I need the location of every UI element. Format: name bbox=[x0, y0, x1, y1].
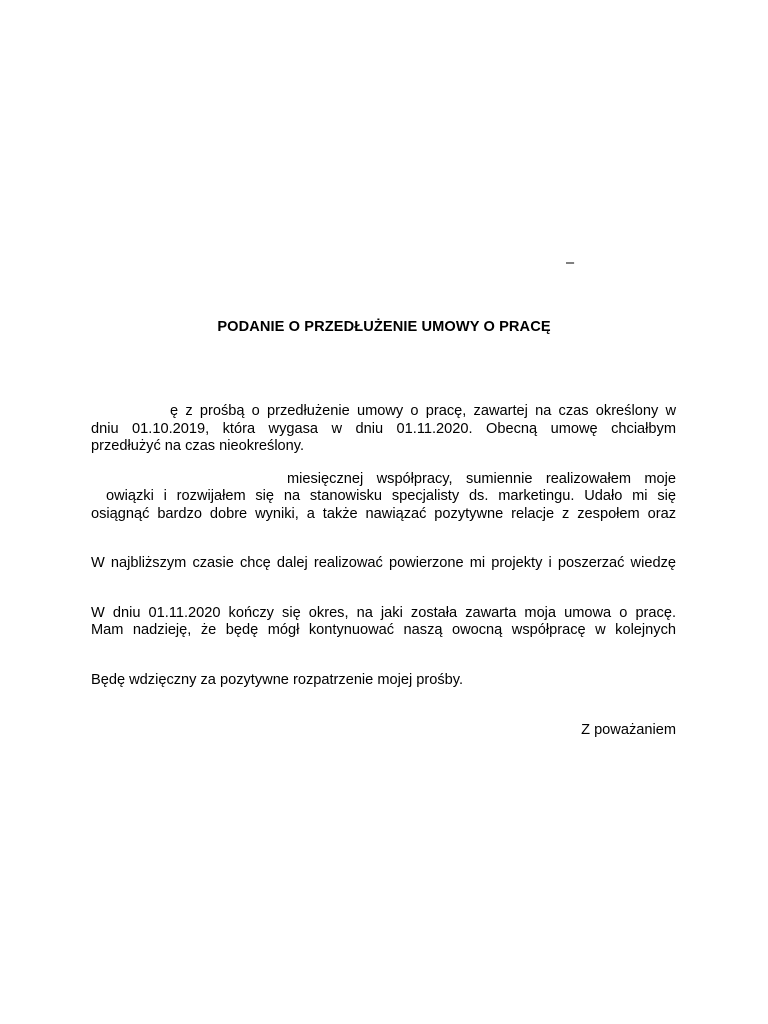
paragraph-1-line-3: przedłużyć na czas nieokreślony. bbox=[91, 438, 305, 454]
closing-salutation: Z poważaniem bbox=[581, 722, 676, 738]
paragraph-4-line-1: W dniu 01.11.2020 kończy się okres, na jaki została zawarta moja umowa o pracę. bbox=[91, 605, 676, 621]
paragraph-2-line-2: owiązki i rozwijałem się na stanowisku specjalisty ds. marketingu. Udało mi się bbox=[106, 488, 676, 504]
paragraph-2-line-1: miesięcznej współpracy, sumiennie realizowałem moje bbox=[287, 471, 676, 487]
paragraph-2-line-3: osiągnąć bardzo dobre wyniki, a także nawiązać pozytywne relacje z zespołem oraz bbox=[91, 506, 676, 522]
paragraph-5-line-1: Będę wdzięczny za pozytywne rozpatrzenie mojej prośby. bbox=[91, 672, 464, 688]
paragraph-1-line-1: ę z prośbą o przedłużenie umowy o pracę, zawartej na czas określony w bbox=[170, 403, 676, 419]
paragraph-4-line-2: Mam nadzieję, że będę mógł kontynuować naszą owocną współpracę w kolejnych bbox=[91, 622, 676, 638]
paragraph-1-line-2: dniu 01.10.2019, która wygasa w dniu 01.11.2020. Obecną umowę chciałbym bbox=[91, 421, 676, 437]
document-title: PODANIE O PRZEDŁUŻENIE UMOWY O PRACĘ bbox=[217, 319, 551, 335]
paragraph-3-line-1: W najbliższym czasie chcę dalej realizować powierzone mi projekty i poszerzać wiedzę bbox=[91, 555, 676, 571]
dash-mark: – bbox=[566, 255, 575, 271]
